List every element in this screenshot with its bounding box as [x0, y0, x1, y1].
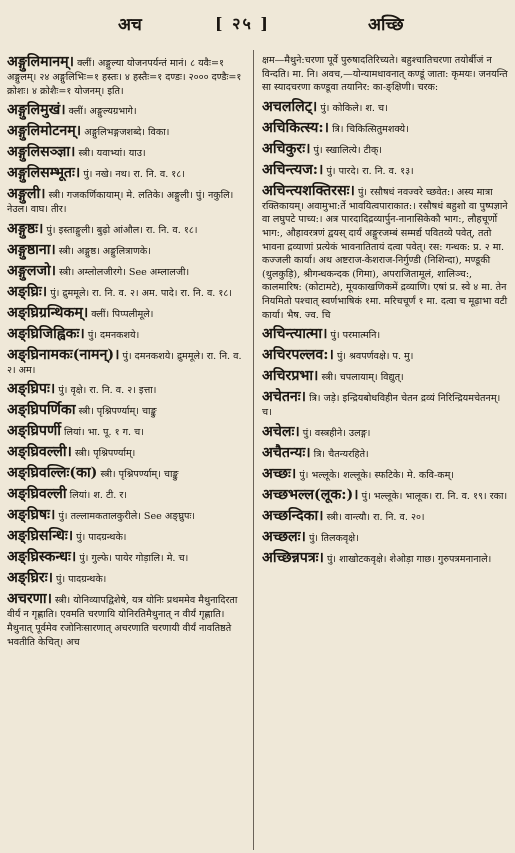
- dictionary-entry: [262, 141, 509, 158]
- entry-headword: अङ्घ्रिपः।: [7, 381, 56, 398]
- entry-definition: स्त्री। पृश्निपर्ण्याम्। चाङ्कु: [100, 469, 179, 481]
- dictionary-entry: [262, 550, 509, 567]
- entry-headword: अचिकुरः।: [262, 140, 311, 157]
- entry-definition: पुं। इस्ताङ्गुली। बुढ़ो आंऔल। रा. नि. व. १८।: [46, 224, 198, 236]
- right-guide-word: अच्छि: [368, 15, 404, 35]
- entry-definition: पुं। भल्लूके। भालूक। रा. नि. व. १९। रका।: [361, 490, 508, 502]
- dictionary-entry: [7, 102, 251, 119]
- entry-headword: अङ्घ्रिः।: [7, 283, 48, 300]
- dictionary-entry: [262, 54, 509, 95]
- dictionary-entry: [7, 144, 251, 161]
- dictionary-entry: [262, 529, 509, 546]
- dictionary-entry: [262, 99, 509, 116]
- entry-definition: पुं। तिलकवृक्षे।: [308, 532, 359, 544]
- dictionary-entry: [7, 326, 251, 343]
- entry-definition: पुं। पादग्रन्थके।: [56, 574, 107, 586]
- dictionary-entry: [7, 186, 251, 217]
- entry-definition: पुं। परमात्मनि।: [330, 330, 381, 342]
- entry-headword: अङ्गुलिमुखं।: [7, 102, 66, 119]
- entry-headword: अङ्घ्रिरः।: [7, 570, 53, 587]
- entry-headword: अच्छलः।: [262, 528, 306, 545]
- dictionary-entry: [7, 221, 251, 238]
- entry-headword: अच्छिन्नपत्रः।: [262, 549, 324, 566]
- entry-headword: अचिन्त्यशक्तिरसः।: [262, 182, 355, 199]
- dictionary-entry: [7, 123, 251, 140]
- dictionary-entry: [262, 120, 509, 137]
- entry-definition: स्त्री। वान्त्यौ। रा. नि. व. २०।: [326, 511, 425, 523]
- entry-definition: स्त्री। अङ्गुष्ठ। अङ्गुलित्राणके।: [58, 245, 151, 257]
- dictionary-entry: [7, 54, 251, 98]
- entry-definition: स्त्री। पृश्निपर्ण्याम्।: [74, 448, 136, 460]
- entry-headword: अच्छभल्ल(लूक:)।: [262, 486, 359, 503]
- dictionary-entry: [7, 263, 251, 280]
- entry-definition: पुं। पारदे। रा. नि. व. १३।: [326, 165, 414, 177]
- entry-headword: अङ्घ्रिपर्णिका: [7, 402, 76, 419]
- entry-definition: क्लीं। पिप्पलीमूले।: [91, 308, 154, 320]
- dictionary-entry: [7, 549, 251, 566]
- dictionary-entry: [262, 445, 509, 462]
- entry-definition: पुं। पादग्रन्थके।: [76, 532, 127, 544]
- dictionary-entry: [7, 486, 251, 503]
- left-column: [7, 54, 251, 653]
- page-number: [ २५ ]: [215, 14, 270, 33]
- entry-headword: अचललिट्।: [262, 98, 318, 115]
- entry-definition: पुं। दमनकशये।: [87, 329, 140, 341]
- entry-headword: अचिन्त्यज:।: [262, 161, 324, 178]
- dictionary-entry: [262, 162, 509, 179]
- entry-definition: पुं। कोकिले। श. च।: [320, 102, 388, 114]
- dictionary-entry: [7, 242, 251, 259]
- entry-definition: पुं। तल्लामकतालकुरीले। See अङ्घ्रुपः।: [58, 511, 196, 523]
- entry-definition: पुं। गुल्फे। पायेर गोड़ालि। मे. च।: [79, 553, 189, 565]
- entry-headword: अङ्घ्रिषः।: [7, 507, 56, 524]
- dictionary-entry: [7, 347, 251, 378]
- entry-headword: अङ्गुलिसम्भूतः।: [7, 165, 81, 182]
- entry-definition: स्त्री। अम्लोलजीरगे। See अम्लालजी।: [59, 266, 190, 278]
- entry-headword: अङ्गुष्ठः।: [7, 220, 44, 237]
- entry-definition: स्त्री। यवाभ्यां। याउ।: [78, 148, 146, 160]
- entry-headword: अङ्घ्रिनामकः(नामन्)।: [7, 346, 120, 363]
- entry-definition: क्षम—मैथुने:चरणा पूर्वे पुरुषादतिरिच्यते। बहुश्चातिचरणा तयोर्बीजं न विन्दति। मा. नि। अवच,—योन्यामधावनात् कण्डूं जाता: कृमयः। जनयन्ति सा स्यादचरणा कण्डूवा तयानिर: का-ङ्क्षिणी। चरक:: [262, 55, 508, 94]
- dictionary-entry: [7, 284, 251, 301]
- entry-headword: अङ्गुलिमानम्।: [7, 54, 75, 70]
- entry-headword: अङ्घ्रिग्रन्थिकम्।: [7, 304, 89, 321]
- entry-definition: पुं। श्रवपर्णवक्षे। प. मु।: [336, 351, 414, 363]
- dictionary-entry: [7, 465, 251, 482]
- entry-definition: क्लीं। अङ्गुल्यग्रभागे।: [68, 106, 137, 118]
- dictionary-entry: [262, 347, 509, 364]
- dictionary-entry: [7, 444, 251, 461]
- entry-definition: क्लीं। अङ्गुल्या योजनपर्यन्तं मानं। ८ यवैः=१ अङ्गुलम्। २४ अङ्गुलिभिः=१ हस्तः। ४ हस्तैः=१ दण्डः। २००० दण्डैः=१ क्रोशः। ४ क्रोशैः=१ योजनम्। इति।: [7, 58, 242, 97]
- dictionary-entry: [7, 507, 251, 524]
- entry-definition: त्रि। जड़े। इन्द्रियबोधविहीन चेतन द्रव्यं निरिन्द्रियमचेतनम्। च।: [262, 393, 501, 419]
- entry-headword: अचेतनः।: [262, 389, 307, 406]
- entry-headword: अङ्घ्रिजिह्विकः।: [7, 325, 85, 342]
- dictionary-entry: [7, 381, 251, 398]
- entry-definition: स्त्री। चपलायाम्। विद्युत्।: [321, 372, 404, 384]
- dictionary-entry: [262, 326, 509, 343]
- entry-definition: त्रि। चैतन्यरहिते।: [313, 448, 369, 460]
- entry-headword: अङ्गुलिमोटनम्।: [7, 123, 82, 140]
- entry-headword: अचिरपल्लव:।: [262, 347, 334, 364]
- entry-headword: अचरणा।: [7, 591, 52, 608]
- entry-definition: पुं। वृक्षे। रा. नि. व. २। इत्ता।: [58, 385, 157, 397]
- entry-headword: अङ्गुलिसञ्ज्ञा।: [7, 144, 76, 161]
- entry-definition: पुं। नखे। नथ। रा. नि. व. १८।: [83, 169, 185, 181]
- entry-headword: अङ्घ्रिवल्लिः(का): [7, 465, 98, 482]
- dictionary-entry: [262, 389, 509, 420]
- entry-definition: पुं। भल्लूके। शल्लूके। स्फटिके। मे. कवि-कम्।: [299, 469, 454, 481]
- entry-definition: स्त्री। योनिव्यापद्विशेषे, यत्र योनिः प्रथममेव मैथुनादिरता वीर्यं न गृह्णाति। एवमति चरणायि योनिरतिमैथुनात् न वीर्यं गृह्णाति। मैथुनात् पूर्वमेव रजोनिःसारणात् अचरणाति चरणायी वीर्यं नावतिष्ठते भवतीति केचित्। अच: [7, 595, 238, 648]
- dictionary-entry: [7, 528, 251, 545]
- entry-definition: पुं। शाखोटकवृक्षे। शेओड़ा गाछ। गुरुपत्रमनानाले।: [326, 553, 492, 565]
- dictionary-entry: [262, 487, 509, 504]
- entry-headword: अङ्गुष्ठाना।: [7, 241, 56, 258]
- dictionary-entry: [7, 423, 251, 440]
- entry-definition: पुं। दमनकशये। द्रुममूले। रा. नि. व. २। अम।: [7, 350, 242, 376]
- entry-headword: अङ्घ्रिवल्ली।: [7, 444, 72, 461]
- entry-headword: अचिरप्रभा।: [262, 368, 319, 385]
- dictionary-entry: [262, 368, 509, 385]
- right-column: [262, 54, 509, 571]
- left-guide-word: अच: [118, 15, 142, 35]
- entry-headword: अचिकित्स्य:।: [262, 119, 329, 136]
- entry-headword: अङ्घ्रिसन्धिः।: [7, 528, 74, 545]
- entry-definition: लियां। श. टी. र।: [69, 490, 127, 502]
- entry-headword: अचेलः।: [262, 423, 300, 440]
- dictionary-entry: [7, 165, 251, 182]
- page-header: [0, 0, 515, 48]
- entry-definition: पुं। द्रुममूले। रा. नि. व. २। अम. पादे। रा. नि. व. १८।: [50, 287, 233, 299]
- dictionary-entry: [7, 305, 251, 322]
- entry-definition: लियां। भा. पू. १ ग. च।: [64, 427, 144, 439]
- entry-definition: त्रि। चिकित्सितुमशक्ये।: [332, 123, 409, 135]
- dictionary-entry: [262, 508, 509, 525]
- dictionary-entry: [262, 183, 509, 322]
- dictionary-entry: [262, 466, 509, 483]
- entry-definition: पुं। वस्त्रहीने। उलङ्ग।: [302, 427, 371, 439]
- entry-definition: पुं। स्खालित्ये। टीक्।: [313, 144, 382, 156]
- entry-headword: अङ्घ्रिपर्णी: [7, 423, 61, 440]
- entry-definition: अङ्गुलिभङ्गजशब्दे। विका।: [84, 127, 170, 139]
- entry-definition: पुं। रसौषधं नवज्वरे च्छवेत:। अस्य मात्रा रक्तिकायम्। अवामुभा:र्ते भावयित्वपाराकात:। रसौषधं बहुशो वा पुष्पज्ञाने वा लघुपटे पाच्य:। अत्र पारदादिद्रव्यार्पुन-नानासिकेकौ भाग:, लौहचूर्णो भाग:, औहावरत्रणं द्वयस् दार्यं अङ्गुरजम्बं सम्मर्द्य पवितव्ये पवेत्, ततो भावना द्रव्याणां प्रत्येकं भावनातितायं दत्वा पवेत्। रस: गन्धक: प्र. २ मा. कज्जली कार्या। अथ अष्टराज-केशराज-निर्गुण्डी (निशिन्दा), मण्डूकी (थुलकुड़ि), श्रीगन्धकन्दक (गिमा), अपराजितामूलं, शालिञ्च:, कालमारिष: (कोटामटे), मूयकाखणिकमें द्रव्याणि। एषां प्र. स्वे ४ मा. तेन नियमितो पश्चात् स्वर्णभाषिकं १मा. मरिचचूर्णं १ मा. दत्वा च मूढ़ाभा वटी कार्या। भैष. ज्व. चि: [262, 186, 508, 321]
- entry-headword: अङ्गुली।: [7, 186, 46, 203]
- entry-headword: अङ्घ्रिस्कन्धः।: [7, 549, 77, 566]
- dictionary-entry: [7, 591, 251, 649]
- entry-headword: अङ्घ्रिवल्ली: [7, 486, 67, 503]
- dictionary-entry: [7, 570, 251, 587]
- dictionary-entry: [7, 402, 251, 419]
- dictionary-entry: [262, 424, 509, 441]
- entry-headword: अङ्गुलजो।: [7, 262, 57, 279]
- entry-headword: अचैतन्यः।: [262, 444, 311, 461]
- entry-definition: स्त्री। गजकर्णिकायाम्। मे. लतिके। अङ्गुली। पुं। नकुलि। नेउल। वाघ। तीर।: [7, 190, 234, 216]
- entry-headword: अच्छन्दिका।: [262, 507, 324, 524]
- column-divider: [253, 50, 254, 850]
- entry-headword: अच्छः।: [262, 465, 297, 482]
- entry-headword: अचिन्त्यात्मा।: [262, 326, 328, 343]
- entry-definition: स्त्री। पृश्निपर्ण्याम्। चाङ्कु: [78, 406, 157, 418]
